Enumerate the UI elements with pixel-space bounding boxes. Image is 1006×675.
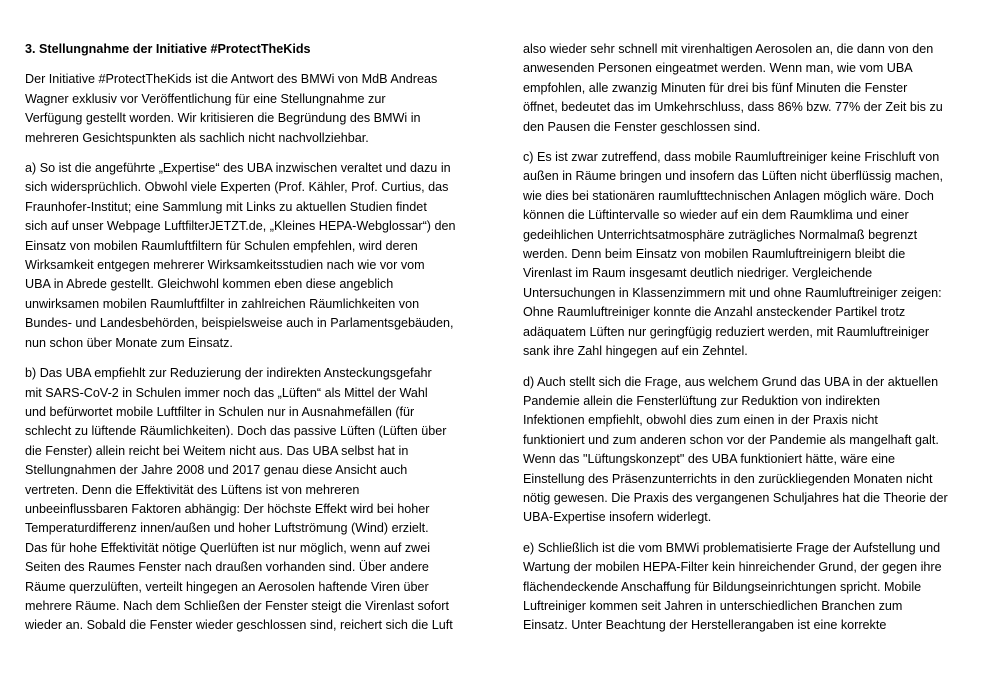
paragraph-intro [25, 70, 481, 148]
text-line: Temperaturdifferenz innen/außen und hoher Luftströmung (Wind) erzielt. [25, 521, 429, 536]
paragraph-b [25, 364, 481, 636]
text-line: e) Schließlich ist die vom BMWi problematisierte Frage der Aufstellung und [523, 540, 941, 555]
paragraph-d [523, 373, 979, 528]
text-line: Seiten des Raumes Fenster nach draußen vorhanden sind. Über andere [25, 560, 429, 575]
text-line: unwirksamen mobilen Raumluftfilter in zahlreichen Räumlichkeiten von [25, 296, 420, 311]
text-line: sank ihre Zahl hingegen auf ein Zehntel. [523, 344, 748, 359]
text-line: Wartung der mobilen HEPA-Filter kein hinreichender Grund, der gegen ihre [523, 560, 942, 575]
text-line: sich widersprüchlich. Obwohl viele Experten (Prof. Kähler, Prof. Curtius, das [25, 180, 449, 195]
paragraph-a [25, 159, 481, 353]
text-line: die Fenster) allein reicht bei Weitem nicht aus. Das UBA selbst hat in [25, 443, 409, 458]
section-heading: 3. Stellungnahme der Initiative #ProtectTheKids [25, 42, 311, 56]
text-line: Virenlast im Raum insgesamt deutlich niedriger. Vergleichende [523, 266, 873, 281]
left-column [25, 40, 481, 647]
text-line: schlecht zu lüftende Räumlichkeiten). Doch das passive Lüften (Lüften über [25, 424, 447, 439]
text-line: Das für hohe Effektivität nötige Querlüften ist nur möglich, wenn auf zwei [25, 540, 431, 555]
text-line: a) So ist die angeführte „Expertise“ des UBA inzwischen veraltet und dazu in [25, 161, 451, 176]
text-line: können die Lüftintervalle so wieder auf ein dem Raumklima und einer [523, 208, 909, 223]
text-line: Fraunhofer-Institut; eine Sammlung mit Links zu aktuellen Studien findet [25, 199, 427, 214]
text-line: UBA in Abrede gestellt. Gleichwohl kommen eben diese angeblich [25, 277, 394, 292]
text-line: also wieder sehr schnell mit virenhaltigen Aerosolen an, die dann von den [523, 42, 934, 56]
text-line: Verfügung gestellt worden. Wir kritisieren die Begründung des BMWi in [25, 111, 421, 126]
text-line: unbeeinflussbaren Faktoren abhängig: Der höchste Effekt wird bei hoher [25, 501, 430, 516]
text-line: öffnet, bedeutet das im Umkehrschluss, dass 86% bzw. 77% der Zeit bis zu [523, 100, 943, 115]
text-line: Stellungnahmen der Jahre 2008 und 2017 genau diese Ansicht auch [25, 463, 408, 478]
text-line: Räume querzulüften, verteilt hingegen an Aerosolen haftende Viren über [25, 579, 429, 594]
text-line: den Pausen die Fenster geschlossen sind. [523, 119, 761, 134]
text-line: Pandemie allein die Fensterlüftung zur Reduktion von indirekten [523, 393, 881, 408]
text-line: Der Initiative #ProtectTheKids ist die Antwort des BMWi von MdB Andreas [25, 72, 438, 87]
text-line: Infektionen empfiehlt, obwohl dies zum einen in der Praxis nicht [523, 413, 878, 428]
text-line: c) Es ist zwar zutreffend, dass mobile Raumluftreiniger keine Frischluft von [523, 150, 940, 165]
text-line: d) Auch stellt sich die Frage, aus welchem Grund das UBA in der aktuellen [523, 374, 939, 389]
text-line: Einstellung des Präsenzunterrichts in den zurückliegenden Monaten nicht [523, 471, 933, 486]
text-line: funktioniert und zum anderen schon vor der Pandemie als mangelhaft galt. [523, 432, 939, 447]
text-line: flächendeckende Anschaffung für Bildungseinrichtungen spricht. Mobile [523, 579, 922, 594]
text-line: Einsatz. Unter Beachtung der Herstellerangaben ist eine korrekte [523, 618, 887, 633]
text-line: UBA-Expertise insofern widerlegt. [523, 510, 712, 525]
text-line: Untersuchungen in Klassenzimmern mit und ohne Raumluftreiniger zeigen: [523, 285, 942, 300]
text-line: empfohlen, alle zwanzig Minuten für drei bis fünf Minuten die Fenster [523, 80, 908, 95]
text-line: außen in Räume bringen und insofern das Lüften nicht überflüssig machen, [523, 169, 944, 184]
text-line: mehrere Räume. Nach dem Schließen der Fenster steigt die Virenlast sofort [25, 598, 449, 613]
text-line: Luftreiniger kommen seit Jahren in unterschiedlichen Branchen zum [523, 598, 903, 613]
right-column [523, 40, 979, 647]
paragraph-b-continued [523, 40, 979, 137]
text-line: Wenn das "Lüftungskonzept" des UBA funktioniert hätte, wäre eine [523, 452, 896, 467]
text-line: nun schon über Monate zum Einsatz. [25, 335, 233, 350]
text-line: vertreten. Denn die Effektivität des Lüftens ist von mehreren [25, 482, 360, 497]
text-line: Wagner exklusiv vor Veröffentlichung für eine Stellungnahme zur [25, 91, 386, 106]
text-line: nötig gewesen. Die Praxis des vergangenen Schuljahres hat die Theorie der [523, 490, 948, 505]
text-line: Wirksamkeit entgegen mehrerer Wirksamkeitsstudien nach wie vor vom [25, 258, 425, 273]
text-line: anwesenden Personen eingeatmet werden. Wenn man, wie vom UBA [523, 61, 913, 76]
text-line: wie dies bei stationären raumlufttechnischen Anlagen möglich wäre. Doch [523, 188, 934, 203]
text-line: und befürwortet mobile Luftfilter in Schulen nur in Ausnahmefällen (für [25, 404, 415, 419]
text-line: b) Das UBA empfiehlt zur Reduzierung der indirekten Ansteckungsgefahr [25, 366, 432, 381]
text-line: Einsatz von mobilen Raumluftfiltern für Schulen empfehlen, wird deren [25, 238, 418, 253]
text-line: adäquatem Lüften nur geringfügig reduziert werden, mit Raumluftreiniger [523, 324, 930, 339]
text-line: Ohne Raumluftreiniger konnte die Anzahl ansteckender Partikel trotz [523, 305, 906, 320]
paragraph-c [523, 148, 979, 361]
text-line: mehreren Gesichtspunkten als sachlich nicht nachvollziehbar. [25, 130, 369, 145]
text-line: werden. Denn beim Einsatz von mobilen Raumluftreinigern bleibt die [523, 247, 906, 262]
text-line: gedeihlichen Unterrichtsatmosphäre zuträgliches Normalmaß begrenzt [523, 227, 918, 242]
text-line: sich auf unser Webpage LuftfilterJETZT.de, „Kleines HEPA-Webglossar“) den [25, 219, 456, 234]
paragraph-e [523, 539, 979, 636]
text-line: mit SARS-CoV-2 in Schulen immer noch das „Lüften“ als Mittel der Wahl [25, 385, 428, 400]
text-line: Bundes- und Landesbehörden, beispielsweise auch in Parlamentsgebäuden, [25, 316, 454, 331]
text-line: wieder an. Sobald die Fenster wieder geschlossen sind, reichert sich die Luft [25, 618, 453, 633]
